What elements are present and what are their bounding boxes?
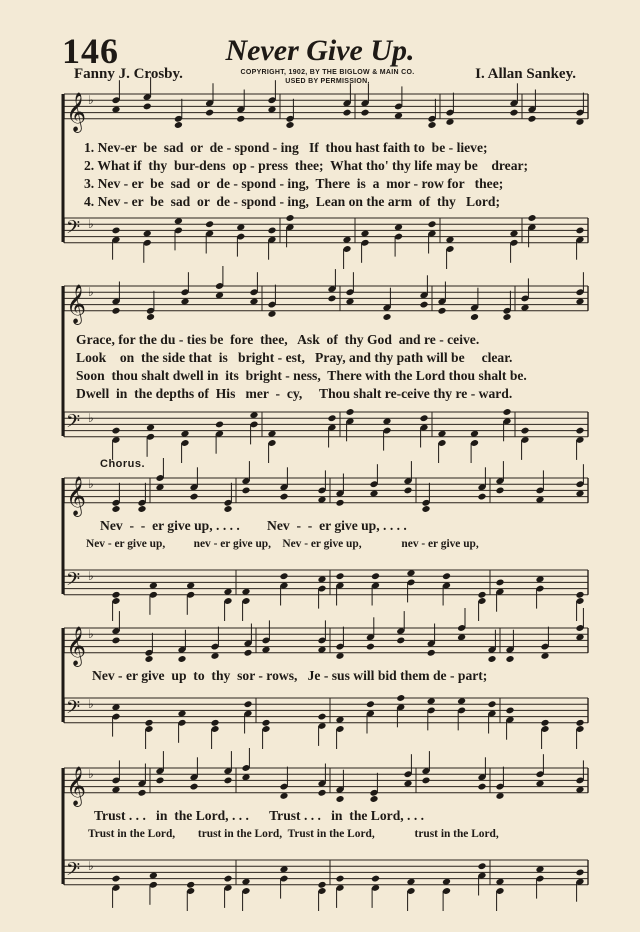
author-credit: Fanny J. Crosby.: [74, 66, 183, 82]
flat-key-icon: ♭: [88, 858, 94, 873]
flat-key-icon: ♭: [88, 410, 94, 425]
bass-clef-icon: 𝄢: [66, 859, 81, 885]
bass-clef-icon: 𝄢: [66, 569, 81, 595]
chorus-label: Chorus.: [100, 458, 146, 470]
treble-clef-icon: 𝄞: [66, 475, 87, 516]
bass-clef-icon: 𝄢: [66, 217, 81, 243]
chorus-bass-lyric-1: Nev - er give up, nev - er give up, Nev - er give up, nev - er give up,: [86, 538, 479, 550]
flat-key-icon: ♭: [88, 626, 94, 641]
flat-key-icon: ♭: [88, 568, 94, 583]
verse-1-line-1: 1. Nev-er be sad or de - spond - ing If thou hast faith to be - lieve;: [84, 140, 488, 155]
verse-2-line-1: 2. What if thy bur-dens op - press thee; What tho' thy life may be drear;: [84, 158, 529, 173]
hymn-title: Never Give Up.: [225, 34, 415, 67]
composer-credit: I. Allan Sankey.: [475, 66, 576, 82]
flat-key-icon: ♭: [88, 696, 94, 711]
treble-clef-icon: 𝄞: [66, 283, 87, 324]
verse-2-line-2: Look on the side that is bright - est, Pray, and thy path will be clear.: [76, 350, 513, 365]
flat-key-icon: ♭: [88, 476, 94, 491]
chorus-treble-lyric-3: Trust . . . in the Lord, . . . Trust . . . in the Lord, . . .: [94, 808, 425, 823]
flat-key-icon: ♭: [88, 92, 94, 107]
permission-line: USED BY PERMISSION.: [285, 78, 370, 85]
verse-4-line-2: Dwell in the depths of His mer - cy, Thou shalt re-ceive thy re - ward.: [76, 386, 513, 401]
treble-clef-icon: 𝄞: [66, 91, 87, 132]
flat-key-icon: ♭: [88, 766, 94, 781]
verse-4-line-1: 4. Nev - er be sad or de - spond - ing, Lean on the arm of thy Lord;: [84, 194, 501, 209]
verse-3-line-2: Soon thou shalt dwell in its bright - ness, There with the Lord thou shalt be.: [76, 368, 527, 383]
chorus-lyric-2: Nev - er give up to thy sor - rows, Je - sus will bid them de - part;: [92, 668, 488, 683]
chorus-treble-lyric-1: Nev - - er give up, . . . . Nev - - er give up, . . . .: [100, 518, 407, 533]
chorus-bass-lyric-3: Trust in the Lord, trust in the Lord, Trust in the Lord, trust in the Lord,: [88, 828, 499, 840]
verse-3-line-1: 3. Nev - er be sad or de - spond - ing, There is a mor - row for thee;: [84, 176, 504, 191]
treble-clef-icon: 𝄞: [66, 625, 87, 666]
bass-clef-icon: 𝄢: [66, 411, 81, 437]
treble-clef-icon: 𝄞: [66, 765, 87, 806]
bass-clef-icon: 𝄢: [66, 697, 81, 723]
copyright-line: COPYRIGHT, 1902, BY THE BIGLOW & MAIN CO.: [240, 69, 415, 76]
hymn-number: 146: [62, 31, 119, 71]
verse-1-line-2: Grace, for the du - ties be fore thee, Ask of thy God and re - ceive.: [76, 332, 480, 347]
flat-key-icon: ♭: [88, 284, 94, 299]
flat-key-icon: ♭: [88, 216, 94, 231]
